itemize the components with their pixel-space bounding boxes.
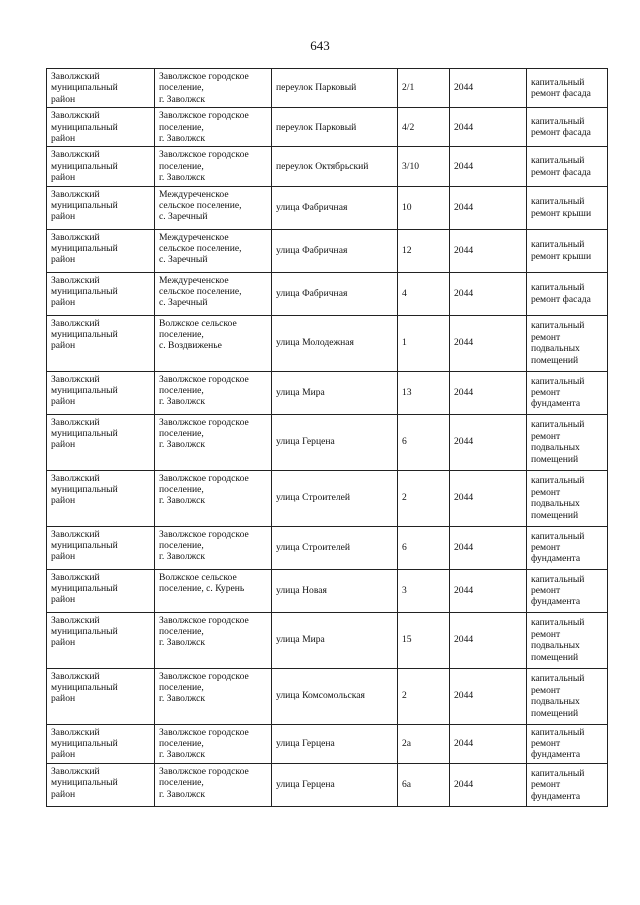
house-number-cell: 2/1 (398, 69, 450, 108)
work-type-cell: капитальный ремонт фундамента (527, 569, 608, 612)
year-cell: 2044 (450, 569, 527, 612)
table-row (47, 108, 608, 147)
work-type-cell: капитальный ремонт фундамента (527, 526, 608, 569)
table-row (47, 668, 608, 724)
year-cell: 2044 (450, 272, 527, 315)
district-cell: Заволжский муниципальный район (47, 315, 155, 371)
settlement-cell: Междуреченское сельское поселение, с. Заречный (155, 272, 272, 315)
house-number-cell: 1 (398, 315, 450, 371)
street-cell: улица Комсомольская (272, 668, 398, 724)
page-number: 643 (310, 38, 330, 53)
settlement-cell: Волжское сельское поселение, с. Воздвиженье (155, 315, 272, 371)
street-cell: улица Мира (272, 612, 398, 668)
street-cell: улица Герцена (272, 414, 398, 470)
street-cell: улица Фабричная (272, 186, 398, 229)
house-number-cell: 2 (398, 668, 450, 724)
table-row (47, 414, 608, 470)
settlement-cell: Волжское сельское поселение, с. Курень (155, 569, 272, 612)
settlement-cell: Междуреченское сельское поселение, с. Заречный (155, 186, 272, 229)
district-cell: Заволжский муниципальный район (47, 272, 155, 315)
year-cell: 2044 (450, 69, 527, 108)
table-row (47, 371, 608, 414)
house-number-cell: 15 (398, 612, 450, 668)
house-number-cell: 2а (398, 724, 450, 763)
housing-repair-table (46, 68, 608, 807)
settlement-cell: Заволжское городское поселение, г. Заволжск (155, 414, 272, 470)
house-number-cell: 2 (398, 470, 450, 526)
street-cell: улица Молодежная (272, 315, 398, 371)
settlement-cell: Заволжское городское поселение, г. Заволжск (155, 763, 272, 806)
settlement-cell: Заволжское городское поселение, г. Заволжск (155, 147, 272, 186)
year-cell: 2044 (450, 186, 527, 229)
house-number-cell: 3 (398, 569, 450, 612)
work-type-cell: капитальный ремонт фасада (527, 108, 608, 147)
year-cell: 2044 (450, 315, 527, 371)
district-cell: Заволжский муниципальный район (47, 470, 155, 526)
work-type-cell: капитальный ремонт фасада (527, 69, 608, 108)
work-type-cell: капитальный ремонт крыши (527, 229, 608, 272)
year-cell: 2044 (450, 668, 527, 724)
table-row (47, 724, 608, 763)
house-number-cell: 6 (398, 414, 450, 470)
table-row (47, 186, 608, 229)
district-cell: Заволжский муниципальный район (47, 612, 155, 668)
year-cell: 2044 (450, 371, 527, 414)
table-row (47, 569, 608, 612)
year-cell: 2044 (450, 108, 527, 147)
work-type-cell: капитальный ремонт подвальных помещений (527, 612, 608, 668)
house-number-cell: 4 (398, 272, 450, 315)
year-cell: 2044 (450, 147, 527, 186)
year-cell: 2044 (450, 724, 527, 763)
street-cell: улица Фабричная (272, 272, 398, 315)
work-type-cell: капитальный ремонт фасада (527, 272, 608, 315)
work-type-cell: капитальный ремонт подвальных помещений (527, 668, 608, 724)
work-type-cell: капитальный ремонт подвальных помещений (527, 470, 608, 526)
street-cell: переулок Парковый (272, 108, 398, 147)
year-cell: 2044 (450, 526, 527, 569)
district-cell: Заволжский муниципальный район (47, 724, 155, 763)
year-cell: 2044 (450, 414, 527, 470)
house-number-cell: 4/2 (398, 108, 450, 147)
district-cell: Заволжский муниципальный район (47, 229, 155, 272)
house-number-cell: 13 (398, 371, 450, 414)
year-cell: 2044 (450, 763, 527, 806)
settlement-cell: Заволжское городское поселение, г. Заволжск (155, 612, 272, 668)
work-type-cell: капитальный ремонт фундамента (527, 724, 608, 763)
district-cell: Заволжский муниципальный район (47, 414, 155, 470)
table-row (47, 763, 608, 806)
settlement-cell: Заволжское городское поселение, г. Заволжск (155, 108, 272, 147)
work-type-cell: капитальный ремонт подвальных помещений (527, 315, 608, 371)
work-type-cell: капитальный ремонт фундамента (527, 763, 608, 806)
street-cell: улица Новая (272, 569, 398, 612)
year-cell: 2044 (450, 229, 527, 272)
table-row (47, 612, 608, 668)
settlement-cell: Заволжское городское поселение, г. Заволжск (155, 668, 272, 724)
house-number-cell: 6а (398, 763, 450, 806)
settlement-cell: Заволжское городское поселение, г. Заволжск (155, 526, 272, 569)
house-number-cell: 10 (398, 186, 450, 229)
work-type-cell: капитальный ремонт фундамента (527, 371, 608, 414)
house-number-cell: 3/10 (398, 147, 450, 186)
house-number-cell: 6 (398, 526, 450, 569)
street-cell: улица Строителей (272, 526, 398, 569)
work-type-cell: капитальный ремонт крыши (527, 186, 608, 229)
settlement-cell: Заволжское городское поселение, г. Заволжск (155, 69, 272, 108)
settlement-cell: Заволжское городское поселение, г. Заволжск (155, 470, 272, 526)
district-cell: Заволжский муниципальный район (47, 69, 155, 108)
district-cell: Заволжский муниципальный район (47, 371, 155, 414)
street-cell: улица Герцена (272, 763, 398, 806)
house-number-cell: 12 (398, 229, 450, 272)
district-cell: Заволжский муниципальный район (47, 569, 155, 612)
table-row (47, 147, 608, 186)
work-type-cell: капитальный ремонт фасада (527, 147, 608, 186)
year-cell: 2044 (450, 470, 527, 526)
street-cell: улица Строителей (272, 470, 398, 526)
table-row (47, 272, 608, 315)
district-cell: Заволжский муниципальный район (47, 147, 155, 186)
street-cell: улица Герцена (272, 724, 398, 763)
street-cell: переулок Октябрьский (272, 147, 398, 186)
table-row (47, 69, 608, 108)
settlement-cell: Заволжское городское поселение, г. Заволжск (155, 724, 272, 763)
table-row (47, 526, 608, 569)
district-cell: Заволжский муниципальный район (47, 526, 155, 569)
table-row (47, 470, 608, 526)
district-cell: Заволжский муниципальный район (47, 186, 155, 229)
district-cell: Заволжский муниципальный район (47, 108, 155, 147)
street-cell: улица Мира (272, 371, 398, 414)
settlement-cell: Заволжское городское поселение, г. Заволжск (155, 371, 272, 414)
work-type-cell: капитальный ремонт подвальных помещений (527, 414, 608, 470)
district-cell: Заволжский муниципальный район (47, 668, 155, 724)
table-body (47, 69, 608, 807)
table-row (47, 315, 608, 371)
street-cell: переулок Парковый (272, 69, 398, 108)
district-cell: Заволжский муниципальный район (47, 763, 155, 806)
street-cell: улица Фабричная (272, 229, 398, 272)
settlement-cell: Междуреченское сельское поселение, с. Заречный (155, 229, 272, 272)
year-cell: 2044 (450, 612, 527, 668)
table-row (47, 229, 608, 272)
